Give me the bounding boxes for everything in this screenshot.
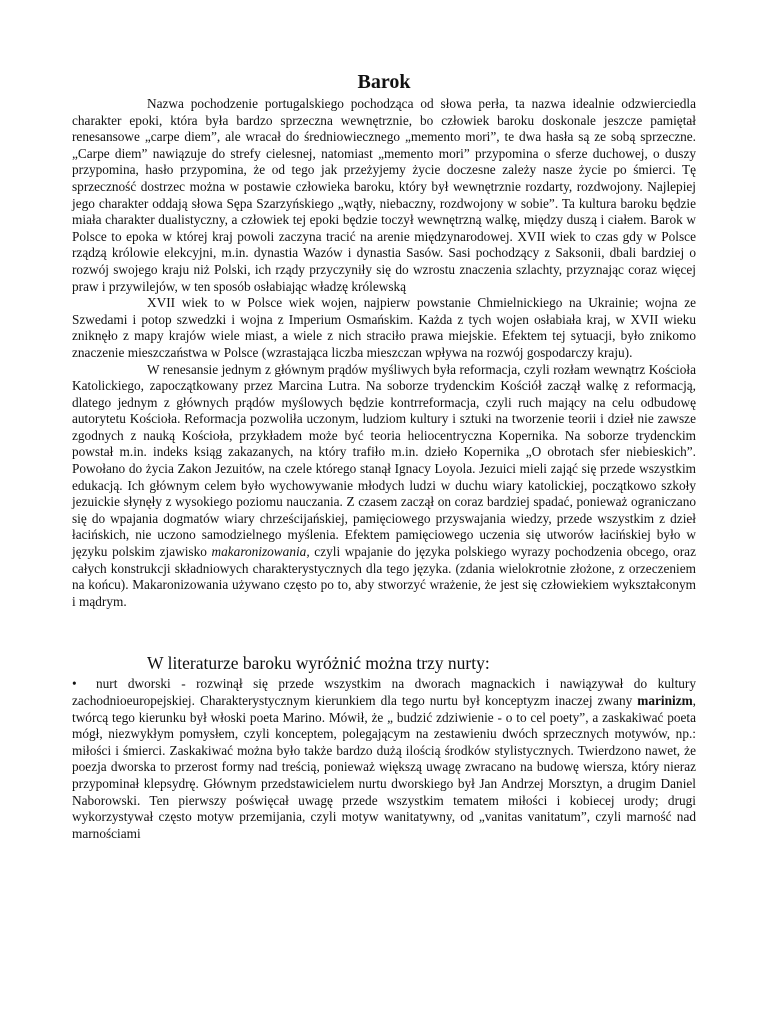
section-spacer xyxy=(72,610,696,653)
section-heading: W literaturze baroku wyróżnić można trzy nurty: xyxy=(147,653,490,674)
bold-term: marinizm xyxy=(637,693,693,708)
bullet-icon: • xyxy=(72,676,77,692)
document-title: Barok xyxy=(357,71,411,93)
bullet-text-start: nurt dworski - rozwinął się przede wszystkim na dworach magnackich i nawiązywał do kultury zachodnioeuropejskiej. Charakterystycznym kierunkiem dla tego nurtu był konceptyzm inaczej zwany xyxy=(72,676,696,708)
list-item xyxy=(72,676,696,842)
paragraph-reformation-rest: czyli wpajanie do języka polskiego wyrazy pochodzenia obcego, oraz całych konstrukcji składniowych charakterystycznych dla tego języka. (zdania wielokrotnie złożone, z orzeczeniem na końcu). Makaronizowania używano często po to, aby stworzyć wrażenie, że jest się człowiekiem wykształconym i mądrym. xyxy=(72,544,696,609)
paragraph-intro: Nazwa pochodzenie portugalskiego pochodząca od słowa perła, ta nazwa idealnie odzwierciedla charakter epoki, która była bardzo sprzeczna wewnętrznie, bo człowiek baroku doskonale jeszcze pamiętał renesansowe „carpe diem”, ale wracał do średniowiecznego „memento mori”, te dwa hasła są ze sobą sprzeczne. „Carpe diem” nawiązuje do strefy cielesnej, natomiast „memento mori” przypomina o sferze duchowej, o duszy przypomina, hasło przypomina, że od tego jak przeżyjemy życie doczesne zależy nasze życie po śmierci. Tę sprzeczność dostrzec można w postawie człowieka baroku, który był wewnętrznie rozdarty, rozdwojony. Najlepiej jego charakter oddają słowa Sępa Szarzyńskiego „wątły, niebaczny, rozdwojony w sobie”. Ta kultura baroku będzie miała charakter dualistyczny, a człowiek tej epoki będzie toczył wewnętrzną walkę, między duszą i ciałem. Barok w Polsce to epoka w której kraj powoli zaczyna tracić na arenie międzynarodowej. XVII wiek to czas gdy w Polsce rządzą królowie elekcyjni, m.in. dynastia Wazów i dynastia Sasów. Sasi pochodzący z Saksonii, dbali bardziej o rozwój swojego kraju niż Polski, ich rządy przyczyniły się do wzrostu znaczenia szlachty, przyznając coraz więcej praw i przywilejów, w ten sposób osłabiając władzę królewską xyxy=(72,96,696,294)
paragraph-reformation-text: W renesansie jednym z głównym prądów myśliwych była reformacja, czyli rozłam wewnątrz Kościoła Katolickiego, zapoczątkowany przez Marcina Lutra. Na soborze trydenckim Kościół zaczął walkę z reformacją, dlatego jednym z głównych prądów myślowych będzie kontrreformacja, czyli ruch mający na celu odbudowę autorytetu Kościoła. Reformacja pozwoliła uczonym, ludziom kultury i sztuki na tworzenie teorii i dzieł nie zawsze zgodnych z nauką Kościoła, przykładem może być teoria heliocentryczna Kopernika. Na soborze trydenckim powstał m.in. indeks ksiąg zakazanych, na który trafiło m.in. dzieło Kopernika „O obrotach sfer niebieskich”. Powołano do życia Zakon Jezuitów, na czele którego stanął Ignacy Loyola. Jezuici mieli zająć się przede wszystkim edukacją. Ich głównym celem było wychowywanie młodych ludzi w duchu wiary katolickiej, początkowo szkoły jezuickie słynęły z wysokiego poziomu nauczania. Z czasem zaczął on coraz bardziej spadać, ponieważ ograniczano się do wpajania dogmatów wiary chrześcijańskiej, pamięciowego przyswajania wiedzy, przede wszystkim z dzieł łacińskich, nie uczono samodzielnego myślenia. Efektem pamięciowego uczenia się utworów łacińskiej było w języku polskim zjawisko xyxy=(72,361,696,560)
bullet-text-end: , twórcą tego kierunku był włoski poeta Marino. Mówił, że „ budzić zdziwienie - o to cel poety”, a zaskakiwać poeta mógł, niezwykłym pomysłem, czyli konceptem, polegającym na zestawieniu dwóch sprzecznych motywów, np.: miłości i śmierci. Zaskakiwać można było także bardzo dużą ilością środków stylistycznych. Twierdzono nawet, że poezja dworska to przerost formy nad treścią, ponieważ większą uwagę zwracano na budowę wiersza, który nieraz przypominał klepsydrę. Głównym przedstawicielem nurtu dworskiego był Jan Andrzej Morsztyn, a drugim Daniel Naborowski. Ten pierwszy poświęcał uwagę przede wszystkim tematem miłości i kobiecej urody; drugi wykorzystywał często motyw przemijania, czyli motyw wanitatywny, od „vanitas vanitatum”, czyli marność nad marnościami xyxy=(72,693,696,841)
italic-term: makaronizowania, xyxy=(211,544,310,560)
paragraph-wars: XVII wiek to w Polsce wiek wojen, najpierw powstanie Chmielnickiego na Ukrainie; wojna ze Szwedami i potop szwedzki i wojna z Imperium Osmańskim. Każda z tych wojen osłabiała kraj, w XVII wieku zniknęło z mapy krajów wiele miast, a wiele z nich straciło prawa miejskie. Efektem tej sytuacji, było znikomo znaczenie mieszczaństwa w Polsce (wzrastająca liczba mieszczan wpływa na rozwój gospodarczy kraju). xyxy=(72,295,696,360)
document-page xyxy=(72,70,696,842)
paragraph-reformation xyxy=(72,362,696,611)
